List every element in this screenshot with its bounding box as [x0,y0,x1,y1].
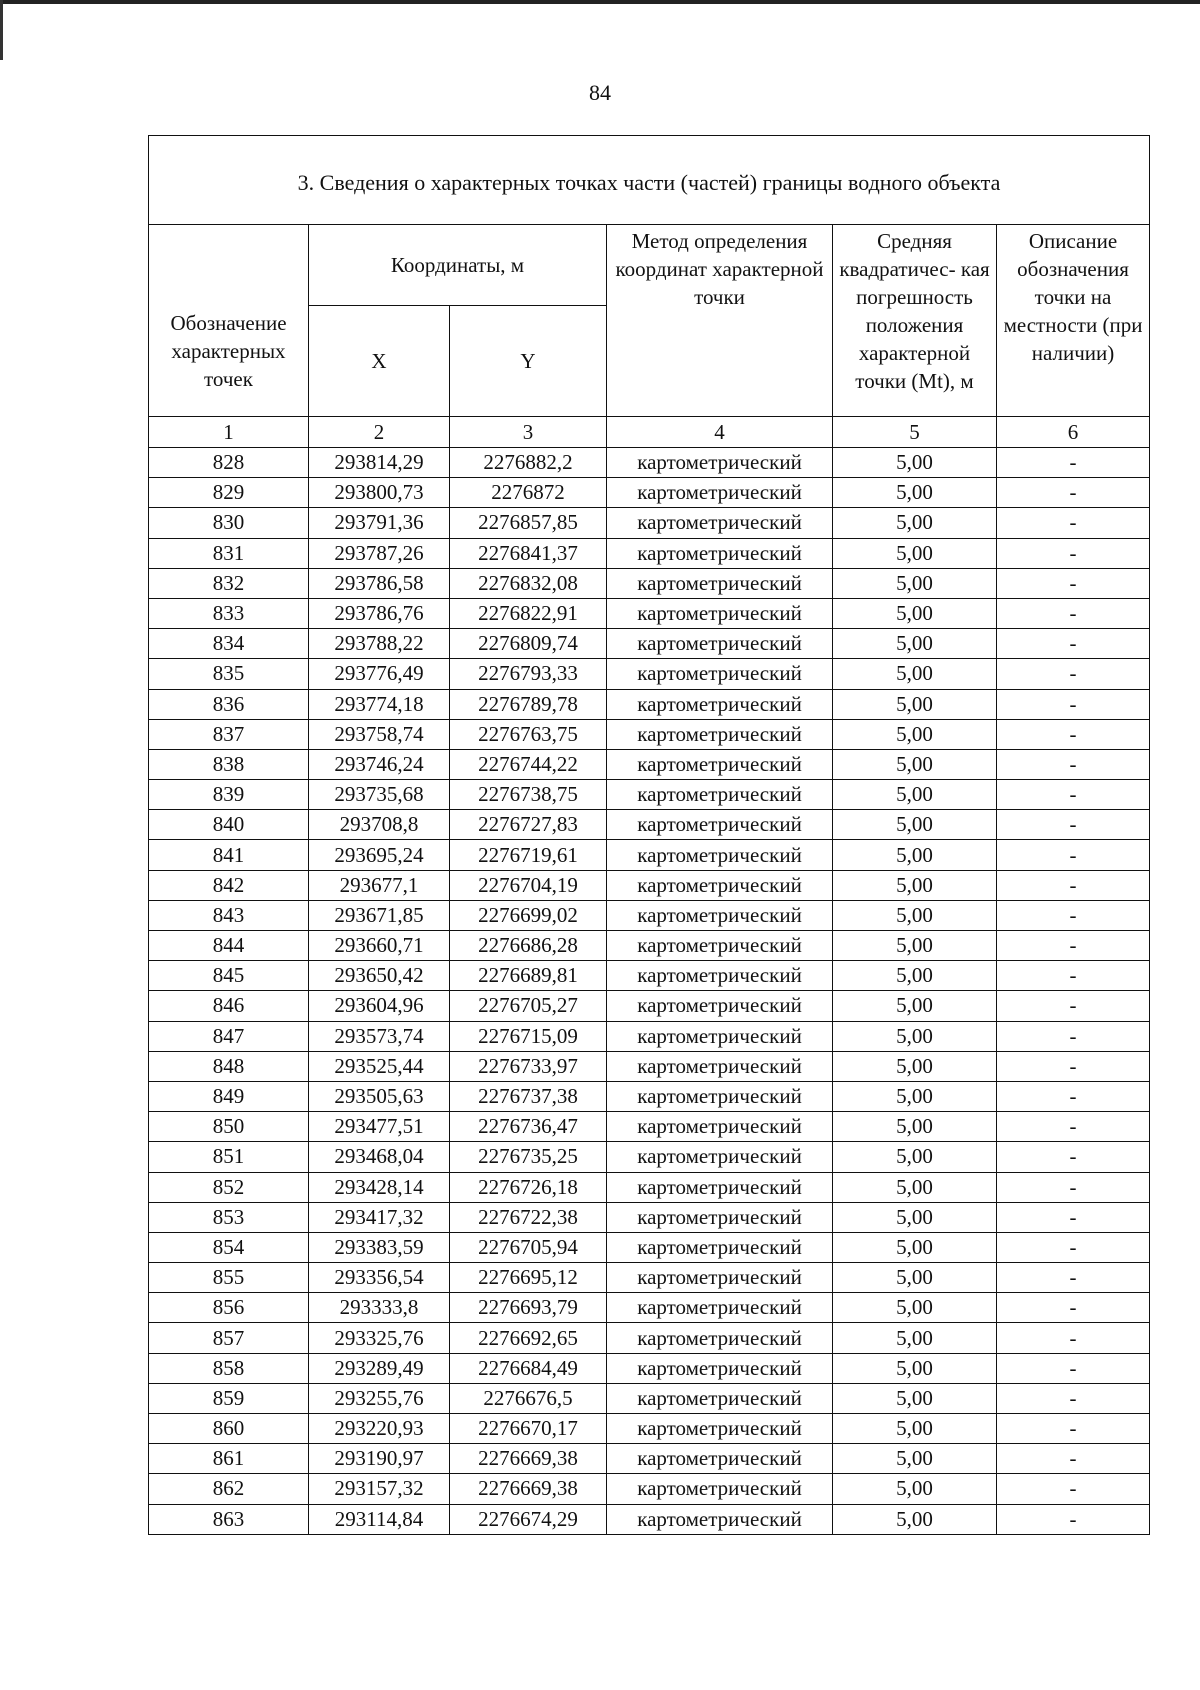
cell-description: - [997,1293,1150,1323]
cell-description: - [997,1414,1150,1444]
cell-point: 836 [149,689,309,719]
cell-error: 5,00 [833,991,997,1021]
cell-x: 293800,73 [309,478,450,508]
cell-y: 2276793,33 [450,659,607,689]
cell-point: 851 [149,1142,309,1172]
cell-method: картометрический [607,1232,833,1262]
cell-point: 837 [149,719,309,749]
table-row [149,1293,1150,1323]
page-number: 84 [589,80,611,105]
cell-y: 2276722,38 [450,1202,607,1232]
cell-description: - [997,1474,1150,1504]
cell-error: 5,00 [833,810,997,840]
cell-method: картометрический [607,1202,833,1232]
table-row [149,1112,1150,1142]
cell-method: картометрический [607,1293,833,1323]
cell-x: 293428,14 [309,1172,450,1202]
cell-point: 844 [149,931,309,961]
cell-point: 828 [149,448,309,478]
cell-point: 841 [149,840,309,870]
cell-y: 2276733,97 [450,1051,607,1081]
table-body [149,448,1150,1535]
cell-y: 2276822,91 [450,598,607,628]
column-number: 4 [607,417,833,448]
cell-x: 293220,93 [309,1414,450,1444]
header-error: Средняя квадратичес- кая погрешность положения характерной точки (Mt), м [833,225,997,417]
cell-point: 843 [149,900,309,930]
table-row [149,840,1150,870]
table-row [149,568,1150,598]
cell-description: - [997,810,1150,840]
cell-error: 5,00 [833,508,997,538]
table-row [149,1081,1150,1111]
cell-x: 293325,76 [309,1323,450,1353]
cell-error: 5,00 [833,870,997,900]
cell-description: - [997,1232,1150,1262]
cell-method: картометрический [607,448,833,478]
cell-description: - [997,780,1150,810]
cell-description: - [997,1383,1150,1413]
table-row [149,870,1150,900]
scan-border-top [0,0,1200,4]
cell-point: 838 [149,749,309,779]
cell-method: картометрический [607,931,833,961]
cell-error: 5,00 [833,961,997,991]
cell-point: 847 [149,1021,309,1051]
cell-error: 5,00 [833,900,997,930]
cell-description: - [997,1172,1150,1202]
cell-method: картометрический [607,749,833,779]
cell-description: - [997,659,1150,689]
cell-x: 293190,97 [309,1444,450,1474]
cell-error: 5,00 [833,1474,997,1504]
cell-description: - [997,719,1150,749]
table-title: 3. Сведения о характерных точках части (частей) границы водного объекта [149,136,1150,225]
cell-point: 830 [149,508,309,538]
cell-point: 845 [149,961,309,991]
cell-method: картометрический [607,1504,833,1534]
cell-point: 831 [149,538,309,568]
cell-description: - [997,568,1150,598]
cell-x: 293758,74 [309,719,450,749]
cell-description: - [997,1353,1150,1383]
table-row [149,1504,1150,1534]
cell-x: 293650,42 [309,961,450,991]
cell-error: 5,00 [833,1323,997,1353]
cell-point: 839 [149,780,309,810]
cell-description: - [997,991,1150,1021]
cell-x: 293708,8 [309,810,450,840]
cell-error: 5,00 [833,719,997,749]
cell-x: 293786,76 [309,598,450,628]
cell-x: 293660,71 [309,931,450,961]
table-row [149,900,1150,930]
table-row [149,931,1150,961]
cell-x: 293573,74 [309,1021,450,1051]
cell-description: - [997,1051,1150,1081]
cell-point: 848 [149,1051,309,1081]
cell-y: 2276872 [450,478,607,508]
cell-method: картометрический [607,1263,833,1293]
cell-x: 293383,59 [309,1232,450,1262]
header-y: Y [450,306,607,417]
cell-y: 2276736,47 [450,1112,607,1142]
table-row [149,1474,1150,1504]
cell-x: 293774,18 [309,689,450,719]
cell-method: картометрический [607,961,833,991]
cell-description: - [997,1323,1150,1353]
cell-point: 840 [149,810,309,840]
cell-point: 852 [149,1172,309,1202]
cell-x: 293157,32 [309,1474,450,1504]
boundary-points-table [148,135,1150,1535]
cell-x: 293776,49 [309,659,450,689]
cell-x: 293671,85 [309,900,450,930]
cell-y: 2276705,94 [450,1232,607,1262]
cell-description: - [997,840,1150,870]
cell-description: - [997,1021,1150,1051]
cell-y: 2276705,27 [450,991,607,1021]
cell-error: 5,00 [833,1142,997,1172]
cell-point: 832 [149,568,309,598]
cell-method: картометрический [607,1142,833,1172]
cell-method: картометрический [607,1353,833,1383]
cell-description: - [997,1263,1150,1293]
cell-method: картометрический [607,1081,833,1111]
cell-error: 5,00 [833,1444,997,1474]
cell-description: - [997,1112,1150,1142]
cell-error: 5,00 [833,568,997,598]
table-row [149,478,1150,508]
cell-method: картометрический [607,1383,833,1413]
cell-description: - [997,448,1150,478]
cell-y: 2276832,08 [450,568,607,598]
header-designation: Обозначение характерных точек [149,225,309,417]
cell-point: 858 [149,1353,309,1383]
cell-y: 2276857,85 [450,508,607,538]
column-number: 2 [309,417,450,448]
cell-x: 293791,36 [309,508,450,538]
table-row [149,1414,1150,1444]
cell-y: 2276669,38 [450,1444,607,1474]
cell-x: 293788,22 [309,629,450,659]
cell-method: картометрический [607,1051,833,1081]
cell-method: картометрический [607,478,833,508]
table-row [149,719,1150,749]
cell-point: 850 [149,1112,309,1142]
cell-point: 846 [149,991,309,1021]
cell-point: 842 [149,870,309,900]
cell-x: 293786,58 [309,568,450,598]
cell-method: картометрический [607,1112,833,1142]
cell-error: 5,00 [833,1021,997,1051]
cell-method: картометрический [607,1414,833,1444]
cell-method: картометрический [607,1444,833,1474]
cell-y: 2276726,18 [450,1172,607,1202]
cell-y: 2276882,2 [450,448,607,478]
cell-point: 853 [149,1202,309,1232]
cell-method: картометрический [607,568,833,598]
cell-error: 5,00 [833,659,997,689]
table-row [149,991,1150,1021]
table-row [149,448,1150,478]
cell-x: 293468,04 [309,1142,450,1172]
cell-point: 863 [149,1504,309,1534]
cell-description: - [997,508,1150,538]
cell-description: - [997,478,1150,508]
table-row [149,1021,1150,1051]
cell-method: картометрический [607,1021,833,1051]
cell-description: - [997,900,1150,930]
cell-method: картометрический [607,538,833,568]
header-method: Метод определения координат характерной точки [607,225,833,417]
cell-x: 293525,44 [309,1051,450,1081]
cell-error: 5,00 [833,1232,997,1262]
table-row [149,961,1150,991]
cell-method: картометрический [607,598,833,628]
cell-error: 5,00 [833,629,997,659]
column-numbers-row [149,417,1150,448]
header-description: Описание обозначения точки на местности (при наличии) [997,225,1150,417]
cell-description: - [997,961,1150,991]
table-row [149,1323,1150,1353]
cell-error: 5,00 [833,1202,997,1232]
cell-y: 2276744,22 [450,749,607,779]
cell-point: 833 [149,598,309,628]
cell-error: 5,00 [833,448,997,478]
cell-description: - [997,1081,1150,1111]
cell-method: картометрический [607,719,833,749]
column-number: 1 [149,417,309,448]
table-row [149,1172,1150,1202]
cell-x: 293746,24 [309,749,450,779]
cell-description: - [997,931,1150,961]
cell-method: картометрический [607,900,833,930]
cell-description: - [997,598,1150,628]
table-row [149,1142,1150,1172]
cell-method: картометрический [607,659,833,689]
cell-point: 859 [149,1383,309,1413]
cell-method: картометрический [607,1474,833,1504]
cell-y: 2276841,37 [450,538,607,568]
cell-method: картометрический [607,870,833,900]
cell-y: 2276715,09 [450,1021,607,1051]
cell-point: 861 [149,1444,309,1474]
cell-method: картометрический [607,810,833,840]
cell-error: 5,00 [833,749,997,779]
cell-y: 2276695,12 [450,1263,607,1293]
column-number: 5 [833,417,997,448]
cell-point: 860 [149,1414,309,1444]
cell-y: 2276669,38 [450,1474,607,1504]
cell-description: - [997,1142,1150,1172]
cell-description: - [997,1202,1150,1232]
cell-y: 2276789,78 [450,689,607,719]
header-x: X [309,306,450,417]
cell-error: 5,00 [833,538,997,568]
cell-x: 293417,32 [309,1202,450,1232]
cell-y: 2276676,5 [450,1383,607,1413]
cell-y: 2276689,81 [450,961,607,991]
table-row [149,659,1150,689]
cell-method: картометрический [607,991,833,1021]
cell-description: - [997,870,1150,900]
column-number: 6 [997,417,1150,448]
cell-point: 857 [149,1323,309,1353]
table-row [149,1232,1150,1262]
cell-x: 293477,51 [309,1112,450,1142]
cell-point: 835 [149,659,309,689]
cell-point: 834 [149,629,309,659]
cell-error: 5,00 [833,1051,997,1081]
cell-error: 5,00 [833,1263,997,1293]
cell-description: - [997,1504,1150,1534]
table-row [149,810,1150,840]
cell-x: 293333,8 [309,1293,450,1323]
cell-description: - [997,629,1150,659]
cell-x: 293289,49 [309,1353,450,1383]
cell-y: 2276738,75 [450,780,607,810]
cell-x: 293604,96 [309,991,450,1021]
cell-error: 5,00 [833,1081,997,1111]
table-row [149,780,1150,810]
table-row [149,538,1150,568]
cell-point: 854 [149,1232,309,1262]
cell-x: 293356,54 [309,1263,450,1293]
cell-error: 5,00 [833,1353,997,1383]
cell-y: 2276809,74 [450,629,607,659]
table-row [149,1263,1150,1293]
cell-error: 5,00 [833,1414,997,1444]
cell-point: 856 [149,1293,309,1323]
cell-y: 2276684,49 [450,1353,607,1383]
table-row [149,508,1150,538]
cell-error: 5,00 [833,478,997,508]
cell-x: 293505,63 [309,1081,450,1111]
table-row [149,1444,1150,1474]
table-row [149,1383,1150,1413]
table-row [149,749,1150,779]
cell-description: - [997,689,1150,719]
cell-method: картометрический [607,508,833,538]
cell-method: картометрический [607,689,833,719]
cell-method: картометрический [607,1172,833,1202]
cell-x: 293787,26 [309,538,450,568]
cell-error: 5,00 [833,931,997,961]
cell-x: 293114,84 [309,1504,450,1534]
cell-point: 855 [149,1263,309,1293]
cell-x: 293735,68 [309,780,450,810]
table-row [149,1051,1150,1081]
cell-description: - [997,538,1150,568]
cell-x: 293255,76 [309,1383,450,1413]
cell-y: 2276686,28 [450,931,607,961]
cell-error: 5,00 [833,1293,997,1323]
table-row [149,598,1150,628]
cell-y: 2276674,29 [450,1504,607,1534]
cell-description: - [997,749,1150,779]
cell-y: 2276692,65 [450,1323,607,1353]
cell-error: 5,00 [833,689,997,719]
cell-error: 5,00 [833,840,997,870]
cell-y: 2276735,25 [450,1142,607,1172]
table-row [149,629,1150,659]
cell-y: 2276727,83 [450,810,607,840]
cell-y: 2276693,79 [450,1293,607,1323]
cell-y: 2276763,75 [450,719,607,749]
cell-y: 2276699,02 [450,900,607,930]
cell-y: 2276670,17 [450,1414,607,1444]
cell-error: 5,00 [833,1112,997,1142]
cell-method: картометрический [607,1323,833,1353]
cell-description: - [997,1444,1150,1474]
cell-point: 849 [149,1081,309,1111]
cell-point: 862 [149,1474,309,1504]
column-number: 3 [450,417,607,448]
scan-border-left [0,0,3,60]
cell-x: 293677,1 [309,870,450,900]
cell-error: 5,00 [833,1504,997,1534]
cell-x: 293814,29 [309,448,450,478]
cell-y: 2276737,38 [450,1081,607,1111]
cell-method: картометрический [607,840,833,870]
cell-y: 2276704,19 [450,870,607,900]
table-row [149,689,1150,719]
cell-error: 5,00 [833,1383,997,1413]
cell-method: картометрический [607,780,833,810]
header-coordinates: Координаты, м [309,225,607,306]
cell-error: 5,00 [833,598,997,628]
cell-x: 293695,24 [309,840,450,870]
cell-method: картометрический [607,629,833,659]
cell-point: 829 [149,478,309,508]
cell-error: 5,00 [833,1172,997,1202]
table-row [149,1202,1150,1232]
cell-error: 5,00 [833,780,997,810]
table-row [149,1353,1150,1383]
cell-y: 2276719,61 [450,840,607,870]
